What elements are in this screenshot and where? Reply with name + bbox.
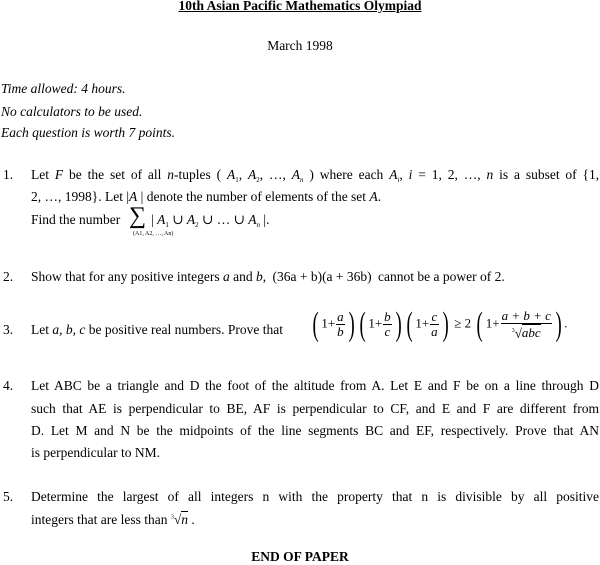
problem-1-line-2: 2, …, 1998}. Let |A | denote the number of elements of the set A. — [31, 189, 382, 204]
summation-index: (A1, A2, …, An) — [133, 231, 174, 237]
problem-1-line-1: Let F be the set of all n-tuples ( $A_1$, $A_2$, …, $A_n$ ) where each $A_i$, i = 1, 2, …, n is a subset of {1, — [31, 167, 600, 184]
rule-calculators: No calculators to be used. — [1, 104, 143, 119]
problem-3-text: Let a, b, c be positive real numbers. Prove that — [31, 322, 283, 337]
problem-5-line-2: integers that are less than $^3$√n . — [31, 512, 195, 527]
union-expression: | $A_1$ ∪ $A_2$ ∪ … ∪ $A_n$ |. — [151, 212, 270, 229]
inequality-expression: ( 1+ $\frac{a}{b}$ ) ( 1+ $\frac{b}{c}$ ) ( 1+ $\frac{c}{a}$ ) ≥ 2 ( 1+ $\frac{a + b + c}{^3√abc}$ ) . — [312, 305, 568, 343]
rule-time: Time allowed: 4 hours. — [1, 81, 126, 96]
problem-1-line-3: Find the number — [31, 212, 121, 227]
problem-5-line-1: Determine the largest of all integers n with the property that n is divisible by all positive — [31, 489, 599, 504]
problem-2-text: Show that for any positive integers a and b, (36a + b)(a + 36b) cannot be a power of 2. — [31, 269, 505, 284]
problem-1-number: 1. — [3, 167, 14, 182]
page-title: 10th Asian Pacific Mathematics Olympiad — [178, 0, 422, 13]
exam-date: March 1998 — [267, 38, 333, 53]
problem-4-line-3: D. Let M and N be the midpoints of the line segments BC and EF, respectively. Prove that AN — [31, 423, 599, 438]
summation-sign: ∑ — [129, 203, 147, 229]
problem-5-number: 5. — [3, 489, 14, 504]
problem-4-number: 4. — [3, 378, 14, 393]
problem-4-line-4: is perpendicular to NM. — [31, 445, 160, 460]
rule-points: Each question is worth 7 points. — [1, 125, 176, 140]
problem-2-number: 2. — [3, 269, 14, 284]
problem-4-line-2: such that AE is perpendicular to BE, AF is perpendicular to CF, and E and F are different from — [31, 401, 599, 416]
problem-3-number: 3. — [3, 322, 14, 337]
end-of-paper: END OF PAPER — [251, 549, 349, 564]
problem-4-line-1: Let ABC be a triangle and D the foot of the altitude from A. Let E and F be on a line through D — [31, 378, 599, 393]
